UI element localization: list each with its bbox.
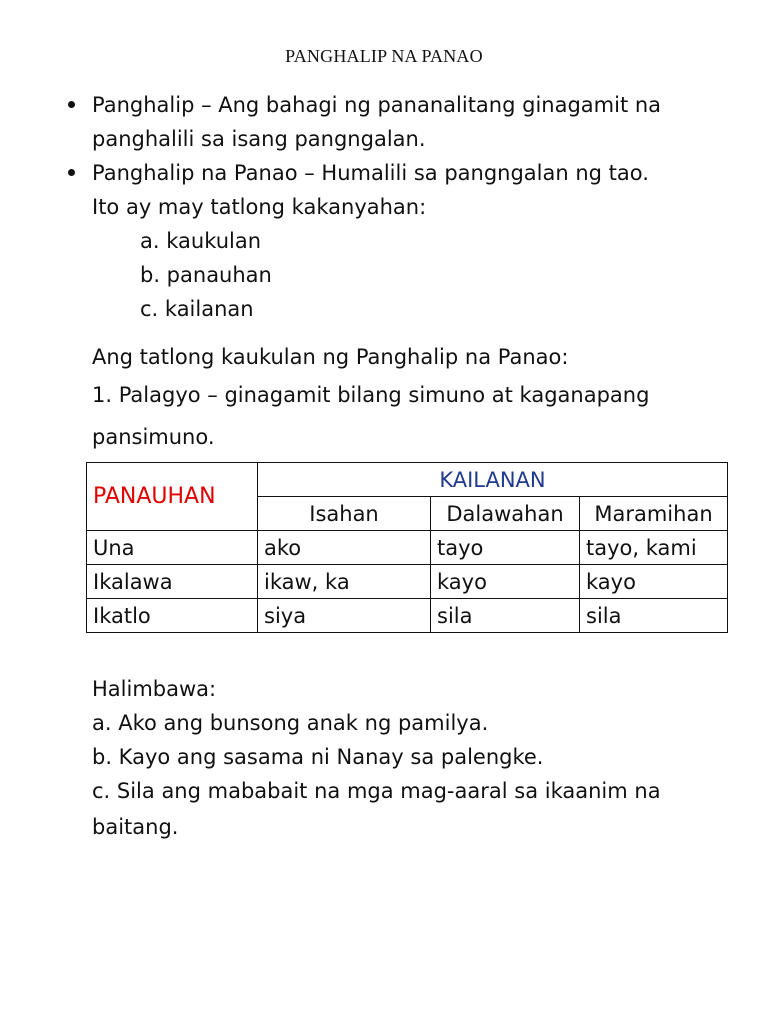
column-header-dalawahan: Dalawahan — [431, 497, 580, 531]
table-row — [87, 599, 728, 633]
palagyo-definition — [92, 374, 732, 458]
halimbawa-item: c. Sila ang mababait na mga mag-aaral sa ikaanim na — [92, 779, 661, 803]
bullet-text-line: Panghalip – Ang bahagi ng pananalitang ginagamit na — [92, 93, 662, 117]
bullet-panghalip-na-panao — [68, 156, 748, 326]
table-cell: sila — [431, 599, 580, 633]
bullet-text-line: Ito ay may tatlong kakanyahan: — [92, 195, 427, 219]
palagyo-line: 1. Palagyo – ginagamit bilang simuno at kaganapang — [92, 383, 650, 407]
kailanan-header: KAILANAN — [258, 463, 728, 497]
bullet-dot-icon — [68, 169, 75, 176]
kaukulan-heading: Ang tatlong kaukulan ng Panghalip na Panao: — [92, 345, 569, 369]
table-cell: Ikatlo — [87, 599, 258, 633]
table-cell: sila — [580, 599, 728, 633]
palagyo-line: pansimuno. — [92, 425, 215, 449]
halimbawa-item: a. Ako ang bunsong anak ng pamilya. — [92, 711, 489, 735]
table-cell: kayo — [580, 565, 728, 599]
halimbawa-section — [92, 672, 732, 846]
bullet-dot-icon — [68, 101, 75, 108]
bullet-text-line: Panghalip na Panao – Humalili sa pangngalan ng tao. — [92, 161, 649, 185]
panghalip-table — [86, 462, 728, 633]
table-cell: tayo, kami — [580, 531, 728, 565]
halimbawa-heading: Halimbawa: — [92, 677, 217, 701]
table-row — [87, 565, 728, 599]
table-cell: ikaw, ka — [258, 565, 431, 599]
table-cell: siya — [258, 599, 431, 633]
definition-list — [68, 88, 748, 326]
kakanyahan-item: c. kailanan — [140, 297, 254, 321]
bullet-panghalip — [68, 88, 748, 156]
kakanyahan-item: b. panauhan — [140, 263, 272, 287]
halimbawa-item: b. Kayo ang sasama ni Nanay sa palengke. — [92, 745, 544, 769]
page-title: PANGHALIP NA PANAO — [285, 46, 483, 66]
kakanyahan-list — [92, 224, 748, 326]
table-cell: kayo — [431, 565, 580, 599]
table-header-row — [87, 463, 728, 497]
panauhan-header: PANAUHAN — [87, 463, 258, 531]
table-cell: tayo — [431, 531, 580, 565]
table-row — [87, 531, 728, 565]
halimbawa-continuation: baitang. — [92, 815, 179, 839]
table-cell: Ikalawa — [87, 565, 258, 599]
column-header-maramihan: Maramihan — [580, 497, 728, 531]
table-cell: Una — [87, 531, 258, 565]
column-header-isahan: Isahan — [258, 497, 431, 531]
table-cell: ako — [258, 531, 431, 565]
kakanyahan-item: a. kaukulan — [140, 229, 262, 253]
bullet-text-line: panghalili sa isang pangngalan. — [92, 127, 426, 151]
